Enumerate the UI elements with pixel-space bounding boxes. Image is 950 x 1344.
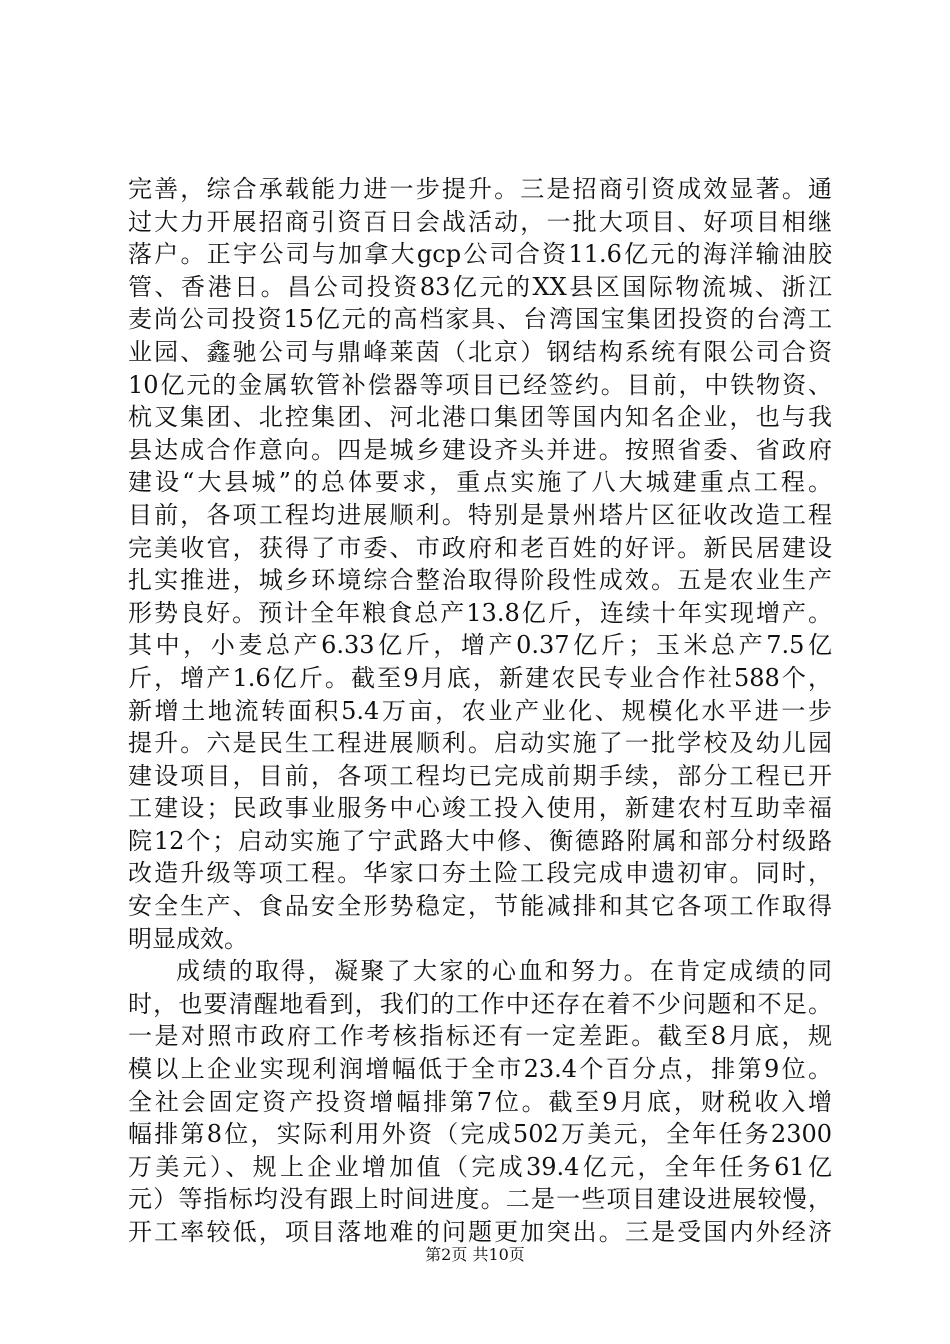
text-line: 提升。六是民生工程进展顺利。启动实施了一批学校及幼儿园 (128, 729, 832, 758)
paragraph (128, 173, 832, 955)
text-line: 过大力开展招商引资百日会战活动，一批大项目、好项目相继 (128, 207, 832, 236)
text-line: 时，也要清醒地看到，我们的工作中还存在着不少问题和不足。 (128, 989, 832, 1018)
text-line: 新增土地流转面积5.4万亩，农业产业化、规模化水平进一步 (128, 696, 832, 725)
text-line: 幅排第8位，实际利用外资（完成502万美元，全年任务2300 (128, 1120, 832, 1149)
text-line: 开工率较低，项目落地难的问题更加突出。三是受国内外经济 (128, 1218, 832, 1246)
text-line: 10亿元的金属软管补偿器等项目已经签约。目前，中铁物资、 (128, 370, 832, 399)
text-line: 形势良好。预计全年粮食总产13.8亿斤，连续十年实现增产。 (128, 598, 832, 627)
page-footer: 第2页 共10页 (425, 1245, 525, 1264)
text-line: 管、香港日。昌公司投资83亿元的XX县区国际物流城、浙江 (128, 272, 832, 301)
text-line: 县达成合作意向。四是城乡建设齐头并进。按照省委、省政府 (128, 435, 832, 464)
document-body (128, 173, 832, 1249)
text-line: 工建设；民政事业服务中心竣工投入使用，新建农村互助幸福 (128, 794, 832, 823)
text-line: 成绩的取得，凝聚了大家的心血和努力。在肯定成绩的同 (176, 957, 832, 986)
text-line: 改造升级等项工程。华家口夯土险工段完成申遗初审。同时， (128, 859, 832, 888)
text-line: 院12个；启动实施了宁武路大中修、衡德路附属和部分村级路 (128, 826, 832, 855)
text-line: 一是对照市政府工作考核指标还有一定差距。截至8月底，规 (128, 1022, 832, 1051)
text-line: 完善，综合承载能力进一步提升。三是招商引资成效显著。通 (128, 175, 832, 203)
text-line: 明显成效。 (128, 924, 248, 953)
paragraph (128, 955, 832, 1248)
text-line: 杭叉集团、北控集团、河北港口集团等国内知名企业，也与我 (128, 403, 832, 432)
text-line: 落户。正宇公司与加拿大gcp公司合资11.6亿元的海洋输油胶 (128, 240, 832, 269)
text-line: 扎实推进，城乡环境综合整治取得阶段性成效。五是农业生产 (128, 566, 832, 595)
text-line: 模以上企业实现利润增幅低于全市23.4个百分点，排第9位。 (128, 1055, 832, 1084)
text-line: 其中，小麦总产6.33亿斤，增产0.37亿斤；玉米总产7.5亿 (128, 631, 832, 660)
text-line: 目前，各项工程均进展顺利。特别是景州塔片区征收改造工程 (128, 500, 832, 529)
text-line: 业园、鑫驰公司与鼎峰莱茵（北京）钢结构系统有限公司合资 (128, 337, 832, 366)
text-line: 建设“大县城”的总体要求，重点实施了八大城建重点工程。 (128, 468, 832, 497)
text-line: 安全生产、食品安全形势稳定，节能减排和其它各项工作取得 (128, 892, 832, 921)
text-line: 麦尚公司投资15亿元的高档家具、台湾国宝集团投资的台湾工 (128, 305, 832, 334)
text-line: 元）等指标均没有跟上时间进度。二是一些项目建设进展较慢， (128, 1185, 832, 1214)
text-line: 万美元）、规上企业增加值（完成39.4亿元，全年任务61亿 (128, 1152, 832, 1181)
text-line: 全社会固定资产投资增幅排第7位。截至9月底，财税收入增 (128, 1087, 832, 1116)
text-line: 完美收官，获得了市委、市政府和老百姓的好评。新民居建设 (128, 533, 832, 562)
text-line: 建设项目，目前，各项工程均已完成前期手续，部分工程已开 (128, 761, 832, 790)
text-line: 斤，增产1.6亿斤。截至9月底，新建农民专业合作社588个， (128, 663, 832, 692)
